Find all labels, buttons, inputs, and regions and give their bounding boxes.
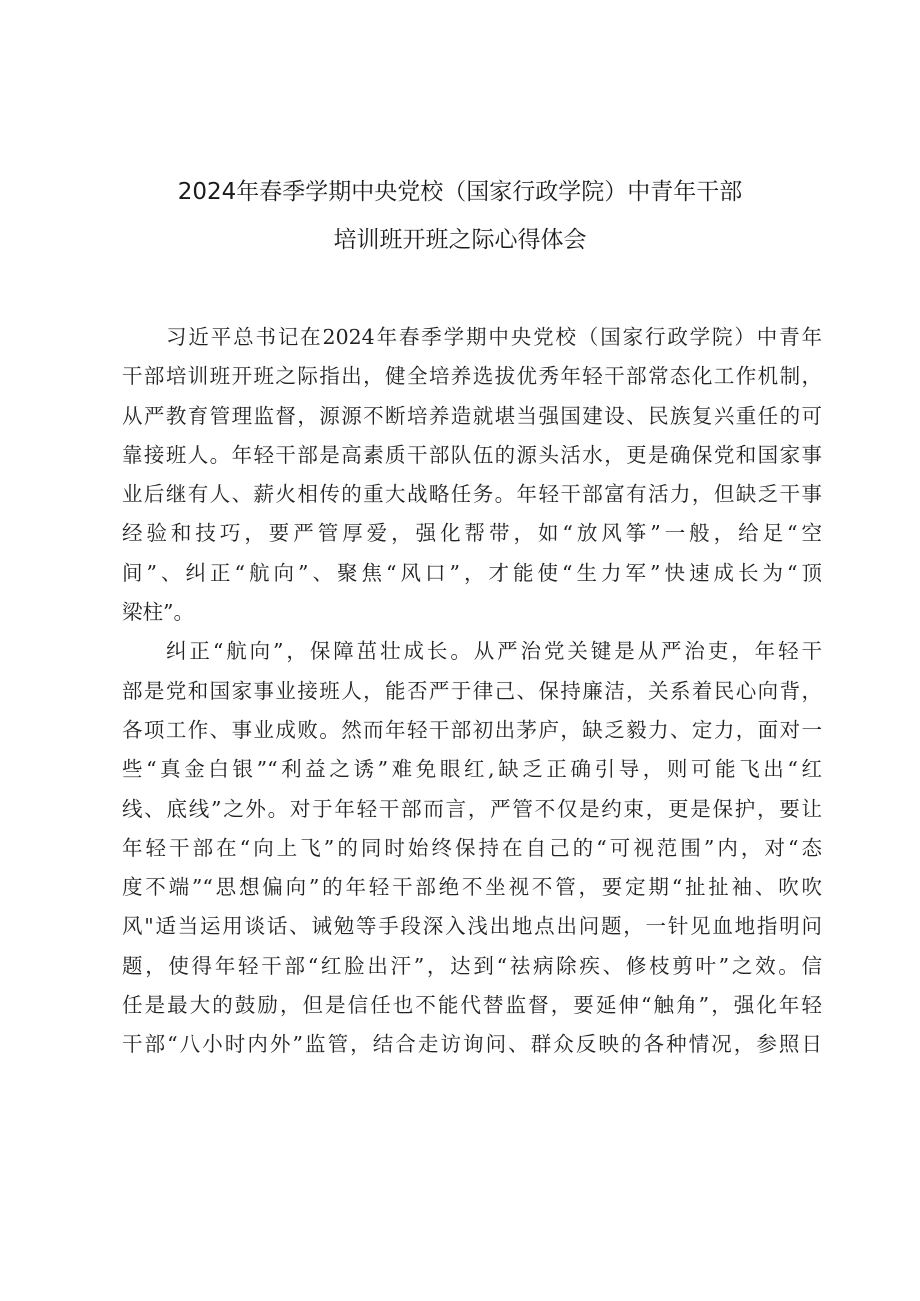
text-line: 干部“八小时内外”监管，结合走访询问、群众反映的各种情况，参照日 bbox=[122, 1032, 822, 1057]
text-line: 风"适当运用谈话、诫勉等手段深入浅出地点出问题，一针见血地指明问 bbox=[122, 914, 822, 939]
text-line: 靠接班人。年轻干部是高素质干部队伍的源头活水，更是确保党和国家事 bbox=[122, 442, 822, 467]
text-line: 干部培训班开班之际指出，健全培养选拔优秀年轻干部常态化工作机制， bbox=[122, 364, 822, 389]
text-line: 习近平总书记在2024年春季学期中央党校（国家行政学院）中青年 bbox=[166, 325, 822, 349]
document-body bbox=[122, 318, 822, 1065]
text-line: 任是最大的鼓励，但是信任也不能代替监督，要延伸“触角”，强化年轻 bbox=[122, 993, 822, 1018]
text-line: 部是党和国家事业接班人，能否严于律己、保持廉洁，关系着民心向背， bbox=[122, 678, 822, 703]
paragraph-2 bbox=[122, 632, 822, 1064]
text-line: 间”、纠正“航向”、聚焦“风口”，才能使“生力军”快速成长为“顶 bbox=[122, 560, 822, 585]
paragraph-1 bbox=[122, 318, 822, 632]
title-line-1: 2024年春季学期中央党校（国家行政学院）中青年干部 bbox=[177, 179, 743, 205]
text-line: 度不端”“思想偏向”的年轻干部绝不坐视不管，要定期“扯扯袖、吹吹 bbox=[122, 875, 822, 900]
document-title bbox=[100, 168, 820, 264]
text-line: 从严教育管理监督，源源不断培养造就堪当强国建设、民族复兴重任的可 bbox=[122, 403, 822, 428]
text-line: 年轻干部在“向上飞”的同时始终保持在自己的“可视范围”内，对“态 bbox=[122, 835, 822, 860]
text-line: 些“真金白银”“利益之诱”难免眼红,缺乏正确引导，则可能飞出“红 bbox=[122, 757, 822, 782]
text-line: 业后继有人、薪火相传的重大战略任务。年轻干部富有活力，但缺乏干事 bbox=[122, 482, 822, 507]
text-line: 线、底线”之外。对于年轻干部而言，严管不仅是约束，更是保护，要让 bbox=[122, 796, 822, 821]
text-line: 纠正“航向”，保障茁壮成长。从严治党关键是从严治吏，年轻干 bbox=[166, 639, 822, 664]
text-line: 各项工作、事业成败。然而年轻干部初出茅庐，缺乏毅力、定力，面对一 bbox=[122, 717, 822, 742]
text-line: 题，使得年轻干部“红脸出汗”，达到“祛病除疾、修枝剪叶”之效。信 bbox=[122, 953, 822, 978]
text-line: 经验和技巧，要严管厚爱，强化帮带，如“放风筝”一般，给足“空 bbox=[122, 521, 822, 546]
text-line: 梁柱”。 bbox=[122, 600, 194, 625]
title-line-2: 培训班开班之际心得体会 bbox=[333, 227, 587, 253]
